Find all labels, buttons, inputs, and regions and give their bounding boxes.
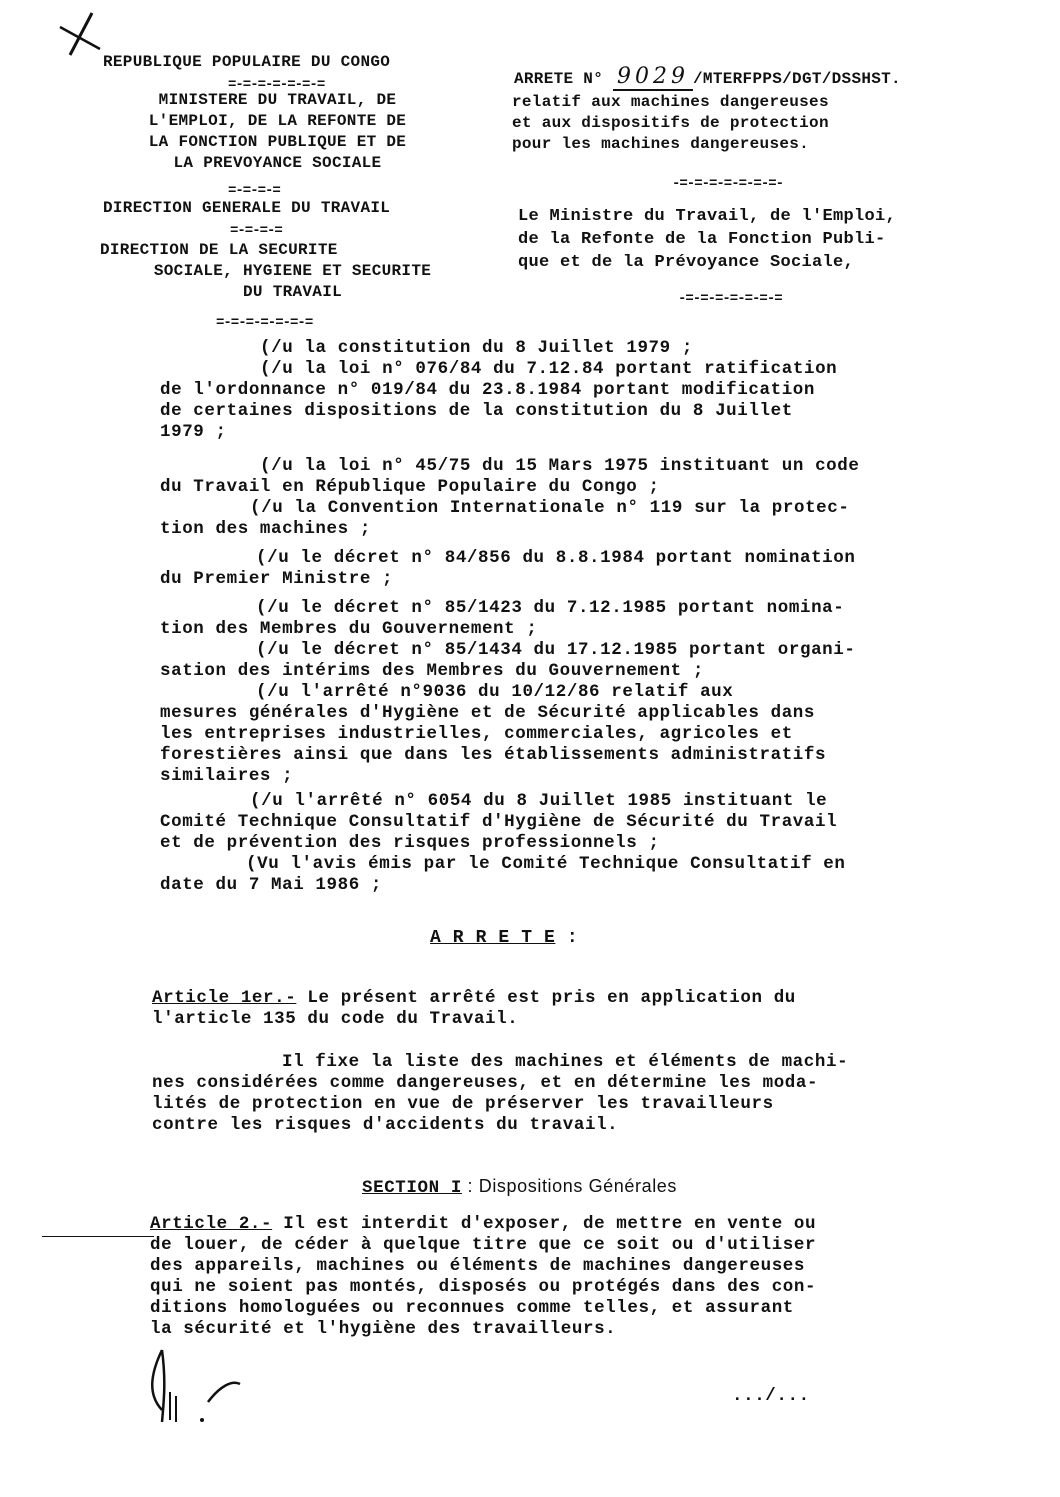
section-1-title: : Dispositions Générales (461, 1176, 678, 1196)
visa-line: et de prévention des risques professionnels ; (160, 833, 660, 853)
section-1-label: SECTION I (362, 1178, 462, 1198)
direction-line: DIRECTION DE LA SECURITE (100, 241, 338, 259)
visa-line: date du 7 Mai 1986 ; (160, 875, 383, 895)
visa-line: (/u la Convention Internationale n° 119 sur la protec- (250, 498, 850, 518)
paragraph-line: contre les risques d'accidents du travail. (152, 1115, 619, 1135)
subject-line: pour les machines dangereuses. (512, 135, 810, 153)
visa-line: (/u le décret n° 85/1434 du 17.12.1985 portant organi- (256, 640, 856, 660)
handwritten-initials (140, 1340, 260, 1430)
visa-line: du Travail en République Populaire du Congo ; (160, 477, 660, 497)
direction-line: SOCIALE, HYGIENE ET SECURITE (153, 262, 432, 280)
arrete-number: 9029 (613, 64, 693, 91)
visa-line: sation des intérims des Membres du Gouvernement ; (160, 661, 704, 681)
republic-name: REPUBLIQUE POPULAIRE DU CONGO (103, 53, 391, 71)
article-2 (150, 1214, 816, 1340)
paragraph-line: lités de protection en vue de préserver les travailleurs (152, 1094, 774, 1114)
minister-block (518, 205, 896, 274)
visa-line: (/u l'arrêté n°9036 du 10/12/86 relatif aux (256, 682, 734, 702)
subject-block (512, 92, 829, 155)
visa-line: Comité Technique Consultatif d'Hygiène de Sécurité du Travail (160, 812, 838, 832)
article-2-line: des appareils, machines ou éléments de machines dangereuses (150, 1256, 806, 1276)
arrete-reference (514, 66, 901, 90)
separator: =-=-=-= (228, 183, 280, 199)
separator: -=-=-=-=-=-=-= (678, 291, 782, 307)
minister-line: de la Refonte de la Fonction Publi- (518, 230, 886, 249)
paragraph-line: Il fixe la liste des machines et éléments de machi- (282, 1052, 849, 1072)
arrete-ref: /MTERFPPS/DGT/DSSHST. (693, 70, 901, 88)
ministry-line: LA FONCTION PUBLIQUE ET DE (148, 133, 407, 151)
visa-line: du Premier Ministre ; (160, 569, 394, 589)
visa-line: tion des machines ; (160, 519, 371, 539)
arrete-label: ARRETE N° (514, 70, 604, 88)
article-2-line: la sécurité et l'hygiène des travailleurs. (150, 1319, 617, 1339)
direction-line: DU TRAVAIL (242, 283, 342, 301)
separator: =-=-=-=-=-=-= (228, 77, 325, 93)
article-2-label: Article 2.- (150, 1214, 273, 1234)
ministry-line: LA PREVOYANCE SOCIALE (173, 154, 382, 172)
minister-line: Le Ministre du Travail, de l'Emploi, (518, 207, 897, 226)
direction-generale: DIRECTION GENERALE DU TRAVAIL (103, 199, 391, 217)
visa-line: de certaines dispositions de la constitution du 8 Juillet (160, 401, 793, 421)
visa-line: (/u la constitution du 8 Juillet 1979 ; (260, 338, 693, 358)
visa-line: les entreprises industrielles, commerciales, agricoles et (160, 724, 793, 744)
visa-line: (Vu l'avis émis par le Comité Technique Consultatif en (246, 854, 846, 874)
separator: =-=-=-= (230, 223, 282, 239)
continuation-mark: .../... (732, 1386, 810, 1406)
article-1-line: l'article 135 du code du Travail. (152, 1009, 519, 1029)
visa-line: (/u la loi n° 076/84 du 7.12.84 portant ratification (260, 359, 838, 379)
article-1-line: Le présent arrêté est pris en application du (296, 988, 796, 1008)
article-2-line: qui ne soient pas montés, disposés ou protégés dans des con- (150, 1277, 817, 1297)
separator: =-=-=-=-=-=-= (216, 315, 313, 331)
ministry-line: L'EMPLOI, DE LA REFONTE DE (148, 112, 407, 130)
article-1-label: Article 1er.- (152, 988, 297, 1008)
visa-line: (/u le décret n° 85/1423 du 7.12.1985 portant nomina- (256, 598, 845, 618)
article-2-line: ditions homologuées ou reconnues comme telles, et assurant (150, 1298, 794, 1318)
visa-line: forestières ainsi que dans les établissements administratifs (160, 745, 827, 765)
visa-line: mesures générales d'Hygiène et de Sécurité applicables dans (160, 703, 816, 723)
ministry-line: MINISTERE DU TRAVAIL, DE (158, 91, 397, 109)
visas-block (160, 338, 860, 896)
article-1 (152, 988, 796, 1030)
arrete-title (430, 928, 578, 949)
visa-line: (/u l'arrêté n° 6054 du 8 Juillet 1985 instituant le (250, 791, 828, 811)
subject-line: relatif aux machines dangereuses (512, 93, 829, 111)
paragraph-line: nes considérées comme dangereuses, et en détermine les moda- (152, 1073, 819, 1093)
separator: -=-=-=-=-=-=-=- (672, 176, 784, 192)
article-2-line: Il est interdit d'exposer, de mettre en vente ou (272, 1214, 817, 1234)
arrete-title-colon: : (566, 928, 579, 948)
minister-line: que et de la Prévoyance Sociale, (518, 253, 855, 272)
direction-block (100, 240, 485, 303)
visa-line: similaires ; (160, 766, 294, 786)
visa-line: (/u le décret n° 84/856 du 8.8.1984 portant nomination (256, 548, 856, 568)
article-1-paragraph (152, 1052, 848, 1136)
ministry-block (100, 90, 455, 174)
visa-line: de l'ordonnance n° 019/84 du 23.8.1984 portant modification (160, 380, 816, 400)
arrete-title-text: A R R E T E (430, 928, 556, 948)
visa-line: tion des Membres du Gouvernement ; (160, 619, 538, 639)
visa-line: (/u la loi n° 45/75 du 15 Mars 1975 instituant un code (260, 456, 860, 476)
margin-line (42, 1236, 154, 1237)
visa-line: 1979 ; (160, 422, 227, 442)
subject-line: et aux dispositifs de protection (512, 114, 829, 132)
section-1-heading (362, 1176, 677, 1199)
article-2-line: de louer, de céder à quelque titre que ce soit ou d'utiliser (150, 1235, 817, 1255)
